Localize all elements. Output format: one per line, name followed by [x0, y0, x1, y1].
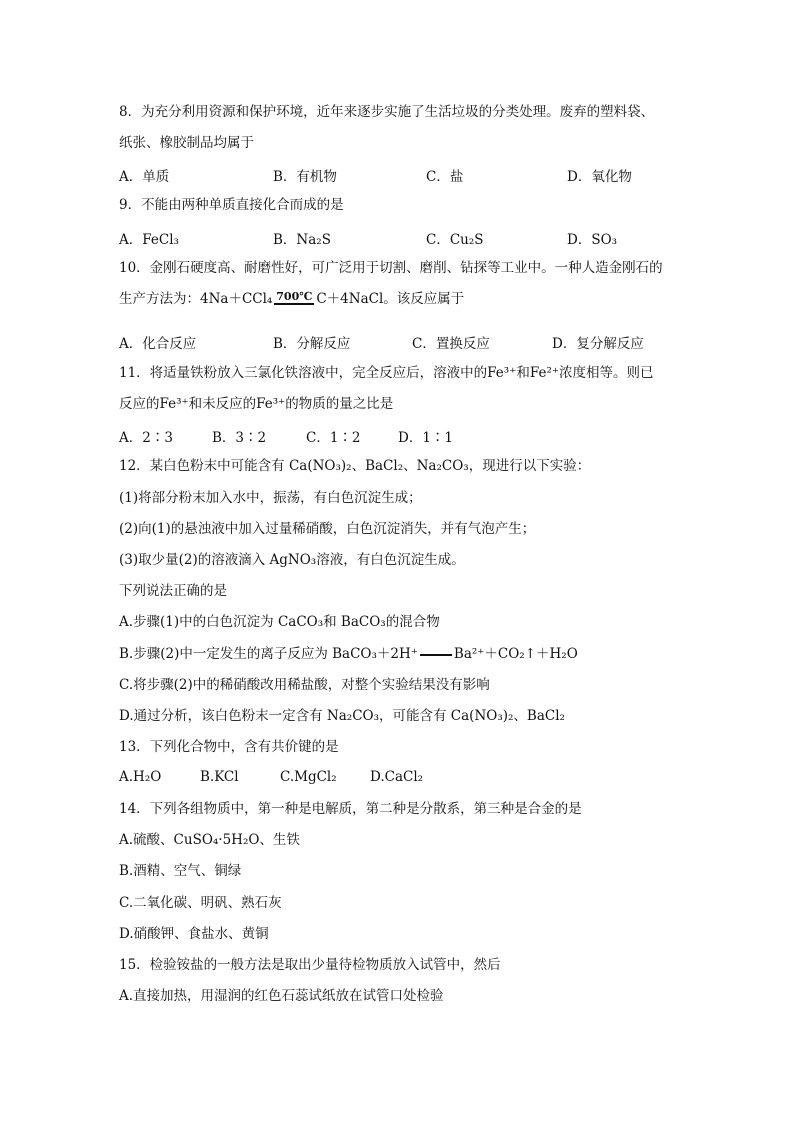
q9-stem: 9．不能由两种单质直接化合而成的是	[119, 197, 344, 213]
q11-stem-line1: 11．将适量铁粉放入三氯化铁溶液中，完全反应后，溶液中的Fe³⁺和Fe²⁺浓度相等。则已	[119, 365, 654, 381]
q8-option-c: C．盐	[426, 169, 464, 185]
q10-stem-line2	[119, 290, 464, 308]
q10-option-d: D．复分解反应	[552, 336, 644, 352]
q11-stem-line2: 反应的Fe³⁺和未反应的Fe³⁺的物质的量之比是	[119, 396, 394, 412]
q14-option-b: B.酒精、空气、铜绿	[119, 863, 242, 879]
q9-option-b: B．Na₂S	[273, 232, 331, 248]
q12-step-1: (1)将部分粉末加入水中，振荡，有白色沉淀生成；	[119, 490, 422, 506]
q11-option-d: D．1∶1	[398, 430, 454, 446]
q8-option-b: B．有机物	[273, 169, 337, 185]
q12-prompt: 下列说法正确的是	[119, 583, 227, 599]
q9-option-a: A．FeCl₃	[119, 232, 179, 248]
q10-equation-right: C＋4NaCl。该反应属于	[316, 291, 465, 307]
q12-option-b	[119, 645, 578, 663]
q13-stem: 13．下列化合物中，含有共价键的是	[119, 739, 339, 755]
q13-option-a: A.H₂O	[119, 769, 162, 785]
q14-option-d: D.硝酸钾、食盐水、黄铜	[119, 926, 269, 942]
q13-option-c: C.MgCl₂	[280, 769, 337, 785]
q15-option-a: A.直接加热，用湿润的红色石蕊试纸放在试管口处检验	[119, 988, 444, 1004]
q11-option-a: A．2∶3	[119, 430, 173, 446]
q12-step-2: (2)向(1)的悬浊液中加入过量稀硝酸，白色沉淀消失，并有气泡产生；	[119, 521, 536, 537]
q10-option-c: C．置换反应	[412, 336, 490, 352]
q15-stem: 15．检验铵盐的一般方法是取出少量待检物质放入试管中，然后	[119, 957, 501, 973]
q12-option-b-right: Ba²⁺＋CO₂↑＋H₂O	[453, 646, 578, 662]
q13-option-b: B.KCl	[200, 769, 239, 785]
q10-reaction-condition: 700℃	[276, 290, 313, 303]
q10-equation-left: 生产方法为：4Na＋CCl₄	[119, 291, 273, 307]
q12-option-c: C.将步骤(2)中的稀硝酸改用稀盐酸，对整个实验结果没有影响	[119, 677, 490, 693]
q12-stem: 12．某白色粉末中可能含有 Ca(NO₃)₂、BaCl₂、Na₂CO₃，现进行以下实验：	[119, 458, 591, 474]
q13-option-d: D.CaCl₂	[370, 769, 424, 785]
q12-step-3: (3)取少量(2)的溶液滴入 AgNO₃溶液，有白色沉淀生成。	[119, 552, 465, 568]
q12-option-d: D.通过分析，该白色粉末一定含有 Na₂CO₃，可能含有 Ca(NO₃)₂、BaCl₂	[119, 708, 565, 724]
q10-reaction-arrow	[274, 291, 314, 308]
q9-option-d: D．SO₃	[567, 232, 618, 248]
q11-option-c: C．1∶2	[306, 430, 361, 446]
q12-option-b-left: B.步骤(2)中一定发生的离子反应为 BaCO₃＋2H⁺	[119, 646, 418, 662]
q14-stem: 14．下列各组物质中，第一种是电解质，第二种是分散系，第三种是合金的是	[119, 801, 582, 817]
q8-option-d: D．氧化物	[567, 169, 632, 185]
q12-option-a: A.步骤(1)中的白色沉淀为 CaCO₃和 BaCO₃的混合物	[119, 614, 440, 630]
q11-option-b: B．3∶2	[212, 430, 267, 446]
q8-stem-line2: 纸张、橡胶制品均属于	[119, 135, 254, 151]
q10-option-a: A．化合反应	[119, 336, 197, 352]
q14-option-a: A.硫酸、CuSO₄·5H₂O、生铁	[119, 832, 300, 848]
q9-option-c: C．Cu₂S	[426, 232, 484, 248]
q12-equals-sign	[420, 654, 452, 656]
q10-option-b: B．分解反应	[273, 336, 351, 352]
q14-option-c: C.二氧化碳、明矾、熟石灰	[119, 895, 282, 911]
q10-stem-line1: 10．金刚石硬度高、耐磨性好，可广泛用于切割、磨削、钻探等工业中。一种人造金刚石的	[119, 260, 663, 276]
q8-stem-line1: 8．为充分利用资源和保护环境，近年来逐步实施了生活垃圾的分类处理。废弃的塑料袋、	[119, 104, 655, 120]
q8-option-a: A．单质	[119, 169, 170, 185]
